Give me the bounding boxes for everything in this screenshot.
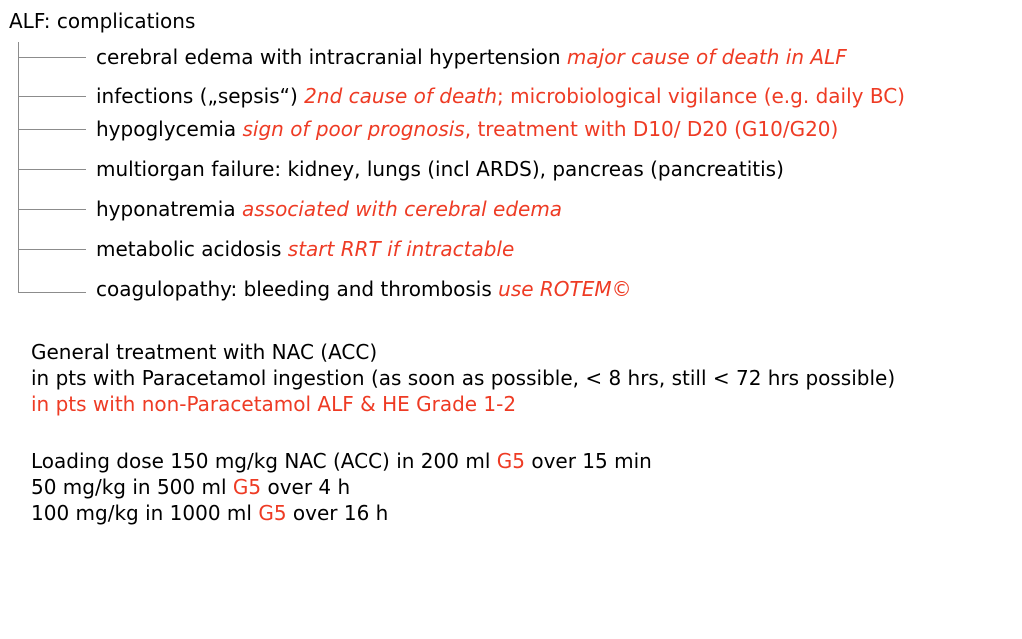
treatment-section [31, 339, 895, 417]
dosing-section [31, 448, 652, 526]
dosing-line-loading: Loading dose 150 mg/kg NAC (ACC) in 200 ml G5 over 15 min [31, 449, 652, 473]
complication-item-hyponatremia: hyponatremia associated with cerebral edema [96, 197, 563, 221]
complication-item-coagulopathy: coagulopathy: bleeding and thrombosis use ROTEM© [96, 277, 632, 301]
tree-branch-line [18, 292, 86, 293]
dosing-line-second: 50 mg/kg in 500 ml G5 over 4 h [31, 475, 351, 499]
complication-item-cerebral-edema: cerebral edema with intracranial hypertension major cause of death in ALF [96, 45, 847, 69]
complication-item-metabolic-acidosis: metabolic acidosis start RRT if intractable [96, 237, 515, 261]
complication-item-hypoglycemia: hypoglycemia sign of poor prognosis, treatment with D10/ D20 (G10/G20) [96, 117, 839, 141]
tree-trunk-line [18, 42, 19, 292]
treatment-line-non-paracetamol: in pts with non-Paracetamol ALF & HE Grade 1-2 [31, 392, 517, 416]
treatment-heading: General treatment with NAC (ACC) [31, 340, 378, 364]
tree-branch-line [18, 96, 86, 97]
treatment-line-paracetamol: in pts with Paracetamol ingestion (as soon as possible, < 8 hrs, still < 72 hrs possible) [31, 366, 896, 390]
tree-branch-line [18, 129, 86, 130]
complication-item-infections: infections („sepsis“) 2nd cause of death; microbiological vigilance (e.g. daily BC) [96, 84, 905, 108]
slide-title: ALF: complications [9, 9, 196, 33]
complication-item-multiorgan-failure: multiorgan failure: kidney, lungs (incl ARDS), pancreas (pancreatitis) [96, 157, 784, 181]
tree-branch-line [18, 209, 86, 210]
tree-branch-line [18, 249, 86, 250]
tree-branch-line [18, 57, 86, 58]
dosing-line-third: 100 mg/kg in 1000 ml G5 over 16 h [31, 501, 389, 525]
tree-branch-line [18, 169, 86, 170]
